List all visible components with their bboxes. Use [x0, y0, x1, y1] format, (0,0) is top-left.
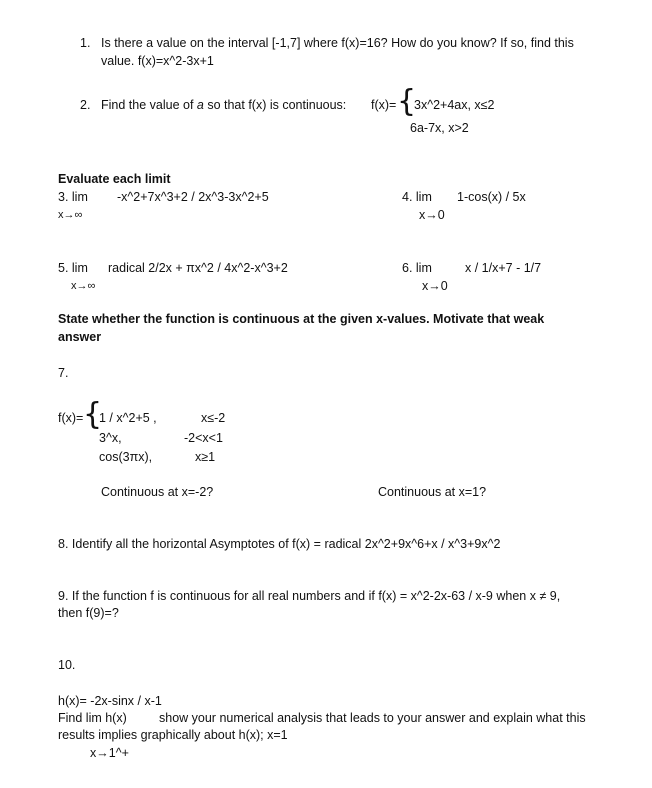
- q1-number: 1.: [80, 36, 91, 50]
- q7-number: 7.: [58, 366, 69, 380]
- q9-line2: then f(9)=?: [58, 606, 119, 620]
- q9-line1: 9. If the function f is continuous for all real numbers and if f(x) = x^2-2x-63 / x-9 when x ≠ 9,: [58, 589, 561, 603]
- q10-line3: results implies graphically about h(x); x=1: [58, 728, 288, 742]
- continuity-heading-line1: State whether the function is continuous at the given x-values. Motivate that weak: [58, 312, 545, 326]
- q4-sub: x→0: [419, 208, 445, 222]
- q2-number: 2.: [80, 98, 91, 112]
- q2-piece2: 6a-7x, x>2: [410, 121, 469, 135]
- q7-piece1-expr: 1 / x^2+5 ,: [99, 411, 157, 425]
- q10-number: 10.: [58, 658, 76, 672]
- q5-expr: radical 2/2x + πx^2 / 4x^2-x^3+2: [108, 261, 288, 275]
- q10-find: Find lim h(x): [58, 711, 127, 725]
- q2-brace: {: [397, 84, 417, 119]
- q7-piece3-cond: x≥1: [195, 450, 216, 464]
- q2-fx-label: f(x)=: [371, 98, 397, 112]
- q5-label: 5. lim: [58, 261, 88, 275]
- q4-label: 4. lim: [402, 190, 432, 204]
- q5-sub: x→∞: [71, 280, 96, 292]
- q1-line2: value. f(x)=x^2-3x+1: [101, 54, 214, 68]
- q7-piece2-expr: 3^x,: [99, 431, 122, 445]
- q6-sub: x→0: [422, 279, 448, 293]
- q2-var: a: [196, 98, 204, 112]
- q7-piece3-expr: cos(3πx),: [99, 450, 153, 464]
- q10-instruction: show your numerical analysis that leads to your answer and explain what this: [159, 711, 586, 725]
- q2-text-pre: Find the value of: [101, 98, 197, 112]
- q3-expr: -x^2+7x^3+2 / 2x^3-3x^2+5: [117, 190, 269, 204]
- q6-label: 6. lim: [402, 261, 432, 275]
- q7-ask-left: Continuous at x=-2?: [101, 485, 214, 499]
- q1-line1: Is there a value on the interval [-1,7] where f(x)=16? How do you know? If so, find this: [101, 36, 574, 50]
- limits-heading: Evaluate each limit: [58, 172, 171, 186]
- q2-prompt: [101, 98, 346, 113]
- q2-piece1: 3x^2+4ax, x≤2: [414, 98, 495, 112]
- q3-sub: x→∞: [58, 209, 83, 221]
- q7-brace: {: [83, 397, 103, 432]
- q8-text: 8. Identify all the horizontal Asymptotes of f(x) = radical 2x^2+9x^6+x / x^3+9x^2: [58, 537, 501, 551]
- q2-text-post: so that f(x) is continuous:: [203, 98, 347, 112]
- q7-ask-right: Continuous at x=1?: [378, 485, 487, 499]
- q3-label: 3. lim: [58, 190, 88, 204]
- continuity-heading-line2: answer: [58, 330, 102, 344]
- q10-sub: x→1^+: [90, 746, 129, 760]
- q4-expr: 1-cos(x) / 5x: [457, 190, 526, 204]
- q6-expr: x / 1/x+7 - 1/7: [465, 261, 542, 275]
- q7-fx-label: f(x)=: [58, 411, 84, 425]
- q7-piece1-cond: x≤-2: [201, 411, 226, 425]
- q7-piece2-cond: -2<x<1: [184, 431, 223, 445]
- q10-hx: h(x)= -2x-sinx / x-1: [58, 694, 162, 708]
